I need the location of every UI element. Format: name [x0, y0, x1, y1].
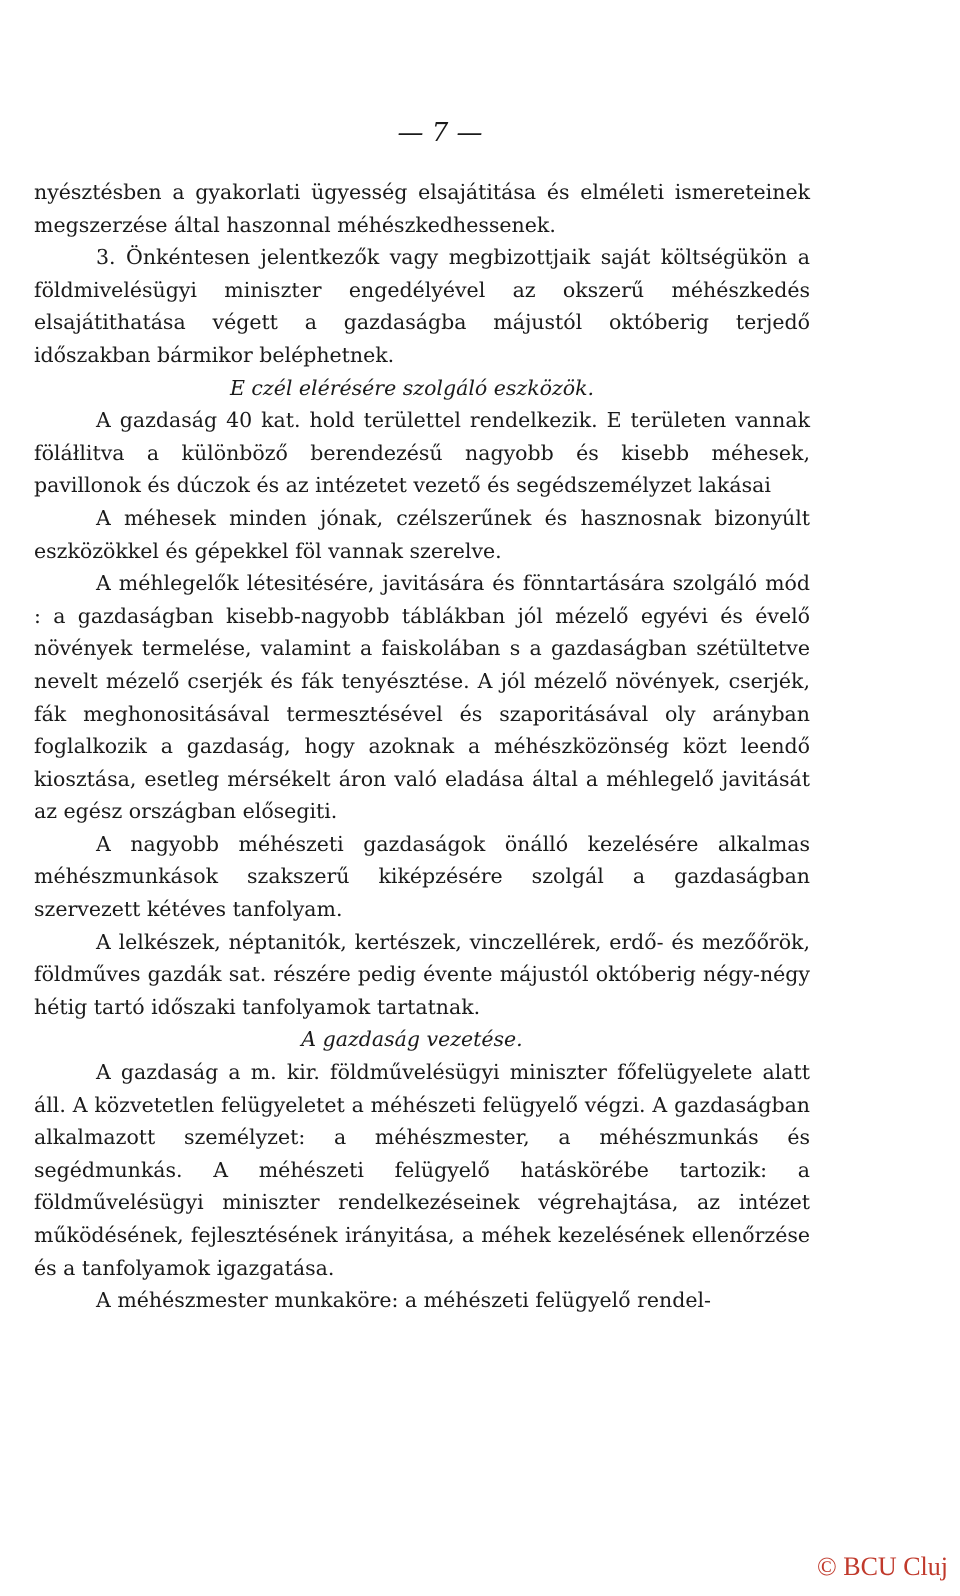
section-heading-means: E czél elérésére szolgáló eszközök.	[229, 375, 595, 400]
body-text	[34, 176, 810, 1317]
page-number: — 7 —	[397, 118, 483, 148]
paragraph-land: A gazdaság 40 kat. hold területtel rendelkezik. E területen vannak föláłlitva a különböző berendezésű nagyobb és kisebb méhesek, pavillonok és dúczok és az intézetet vezető és segédszemélyzet lakásai	[34, 408, 810, 498]
paragraph-item-3: 3. Önkéntesen jelentkezők vagy megbizottjaik saját költségükön a földmivelésügyi miniszter engedélyével az okszerű méhészkedés elsajátithatása végett a gazdaságba májustól októberig terjedő időszakban bármikor beléphetnek.	[34, 245, 810, 367]
paragraph-pastures: A méhlegelők létesitésére, javitására és fönntartására szolgáló mód : a gazdaságban kisebb-nagyobb táblákban jól mézelő egyévi és évelő növények termelése, valamint a faiskolában s a gazdaságban szétültetve nevelt mézelő cserjék és fák tenyésztése. A jól mézelő növények, cserjék, fák meghonositásával termesztésével és szaporitásával oly arányban foglalkozik a gazdaság, hogy azoknak a méhészközönség közt leendő kiosztása, esetleg mérsékelt áron való eladása által a méhlegelő javitását az egész országban elősegiti.	[34, 571, 810, 824]
paragraph-supervision: A gazdaság a m. kir. földművelésügyi miniszter főfelügyelete alatt áll. A közvetetlen felügyeletet a méhészeti felügyelő végzi. A gazdaságban alkalmazott személyzet: a méhészmester, a méhészmunkás és segédmunkás. A méhészeti felügyelő hatáskörébe tartozik: a földművelésügyi miniszter rendelkezéseinek végrehajtása, az intézet működésének, fejlesztésének irányitása, a méhek kezelésének ellenőrzése és a tanfolyamok igazgatása.	[34, 1060, 810, 1280]
paragraph-course: A nagyobb méhészeti gazdaságok önálló kezelésére alkalmas méhészmunkások szakszerű kiképzésére szolgál a gazdaságban szervezett kétéves tanfolyam.	[34, 831, 810, 922]
section-heading-management: A gazdaság vezetése.	[301, 1027, 523, 1052]
paragraph-continuation: nyésztésben a gyakorlati ügyesség elsajátitása és elméleti ismereteinek megszerzése által haszonnal méhészkedhessenek.	[34, 180, 810, 237]
paragraph-apiaries: A méhesek minden jónak, czélszerűnek és hasznosnak bizonyúlt eszközökkel és gépekkel föl vannak szerelve.	[34, 505, 810, 563]
paragraph-short-courses: A lelkészek, néptanitók, kertészek, vinczellérek, erdő- és mezőőrök, földműves gazdák sat. részére pedig évente májustól októberig négy-négy hétig tartó időszaki tanfolyamok tartatnak.	[34, 929, 810, 1019]
watermark: © BCU Cluj	[816, 1552, 948, 1581]
paragraph-master-duties: A méhészmester munkaköre: a méhészeti felügyelő rendel-	[96, 1288, 711, 1313]
